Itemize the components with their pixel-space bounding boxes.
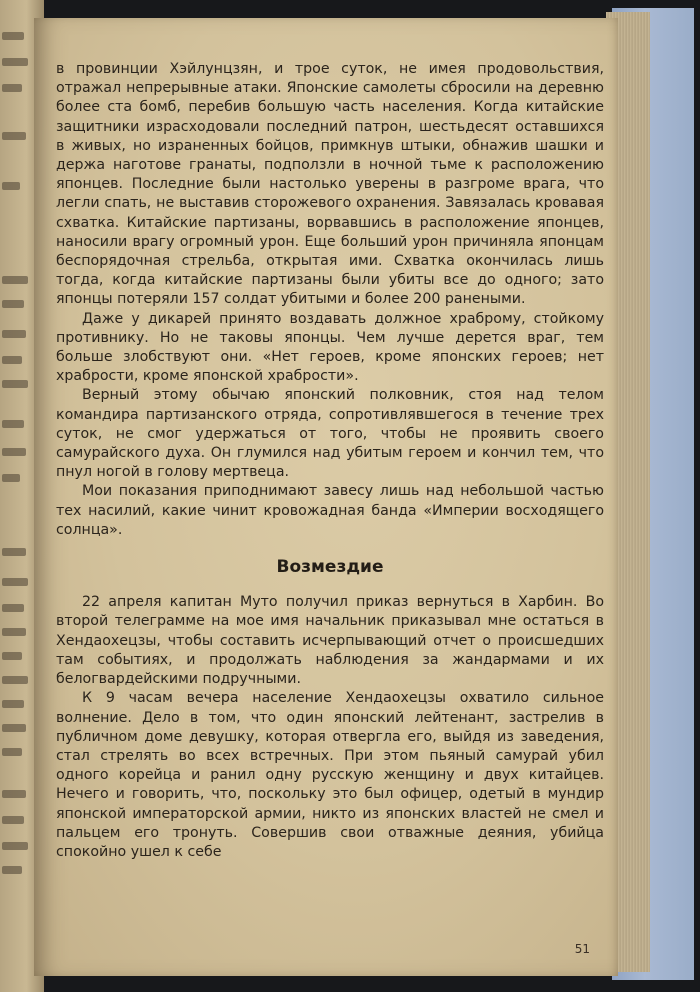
- paragraph: К 9 часам вечера население Хендаохецзы охватило сильное волнение. Дело в том, что один японский лейтенант, застрелив в публичном доме девушку, которая отвергла его, выйдя из заведения, стал стрелять во всех встречных. При этом пьяный самурай убил одного корейца и ранил одну русскую женщину и двух китайцев. Нечего и говорить, что, поскольку это был офицер, одетый в мундир японской императорской армии, никто из японских властей не смел и пальцем его тронуть. Совершив свои отважные деяния, убийца спокойно ушел к себе: [56, 690, 604, 860]
- paragraph: 22 апреля капитан Муто получил приказ вернуться в Харбин. Во второй телеграмме на мое имя начальник приказывал мне остаться в Хендаохецзы, чтобы составить исчерпывающий отчет о происшедших там событиях, и продолжать наблюдения за жандармами и их белогвардейскими подручными.: [56, 594, 604, 688]
- page-number: 51: [574, 942, 590, 956]
- paragraph: Даже у дикарей принято воздавать должное храброму, стойкому противнику. Но не таковы японцы. Чем лучше дерется враг, тем больше злобствуют они. «Нет героев, кроме японских героев; нет храбрости, кроме японской храбрости».: [56, 310, 604, 385]
- page-text: [56, 60, 604, 862]
- book-page: [34, 18, 618, 976]
- paragraph: Мои показания приподнимают завесу лишь над небольшой частью тех насилий, какие чинит кровожадная банда «Империи восходящего солнца».: [56, 483, 604, 538]
- paragraph: в провинции Хэйлунцзян, и трое суток, не имея продовольствия, отражал непрерывные атаки. Японские самолеты сбросили на деревню более ста бомб, перебив большую часть населения. Когда китайские защитники израсходовали последний патрон, шестьдесят оставшихся в живых, но израненных бойцов, примкнув штыки, обнажив шашки и держа наготове гранаты, подползли в ночной тьме к расположению японцев. Последние были настолько уверены в разгроме врага, что легли спать, не выставив сторожевого охранения. Завязалась кровавая схватка. Китайские партизаны, ворвавшись в расположение японцев, наносили врагу огромный урон. Еще больший урон причиняла японцам беспорядочная стрельба, открытая ими. Схватка окончилась лишь тогда, когда китайские партизаны были убиты все до одного; зато японцы потеряли 157 солдат убитыми и более 200 ранеными.: [56, 61, 604, 308]
- paragraph: Верный этому обычаю японский полковник, стоя над телом командира партизанского отряда, сопротивлявшегося в течение трех суток, не смог удержаться от того, чтобы не проявить своего самурайского духа. Он глумился над убитым героем и кончил тем, что пнул ногой в голову мертвеца.: [56, 387, 604, 481]
- section-heading: Возмездие: [276, 557, 384, 578]
